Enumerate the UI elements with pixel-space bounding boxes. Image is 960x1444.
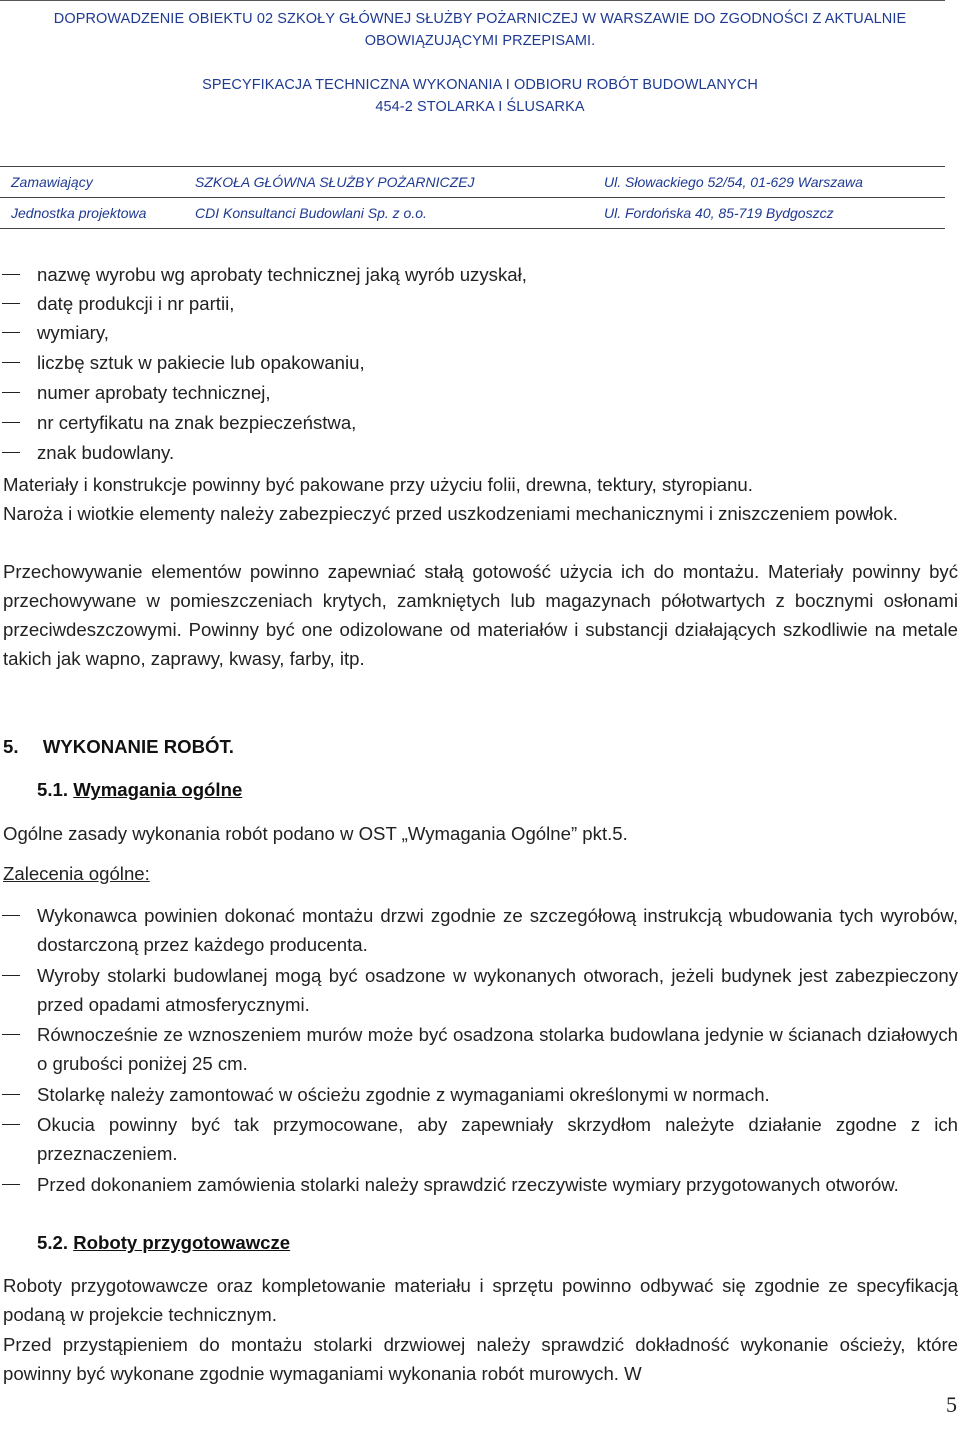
subsection-title: Wymagania ogólne	[73, 779, 243, 800]
dash-bullet	[2, 303, 20, 304]
dash-bullet	[2, 332, 20, 333]
section-title: WYKONANIE ROBÓT.	[42, 736, 234, 757]
info-table	[0, 166, 945, 229]
project-title-line-2: OBOWIĄZUJĄCYMI PRZEPISAMI.	[364, 33, 596, 49]
dash-bullet	[2, 915, 20, 916]
subsection-title: Roboty przygotowawcze	[73, 1232, 291, 1253]
dash-bullet	[2, 452, 20, 453]
info-label: Jednostka projektowa	[11, 205, 147, 221]
dash-bullet	[2, 975, 20, 976]
project-title-line-1: DOPROWADZENIE OBIEKTU 02 SZKOŁY GŁÓWNEJ SŁUŻBY POŻARNICZEJ W WARSZAWIE DO ZGODNOŚCI Z AKTUALNIE	[53, 11, 907, 27]
paragraph-storage: Przechowywanie elementów powinno zapewniać stałą gotowość użycia ich do montażu. Materiały powinny być przechowywane w pomieszczeniach krytych, zamkniętych lub magazynach półotwartych z bocznymi osłonami przeciwdeszczowymi. Powinny być one odizolowane od materiałów i substancji działających szkodliwie na metale takich jak wapno, zaprawy, kwasy, farby, itp.	[3, 561, 958, 669]
subsection-number: 5.1.	[37, 779, 69, 800]
subsection-heading	[37, 1228, 290, 1257]
paragraph-frame-check: Przed przystąpieniem do montażu stolarki drzwiowej należy sprawdzić dokładność wykonanie ościeży, które powinny być wykonane zgodnie wymaganiami wykonania robót murowych. W	[3, 1334, 958, 1384]
project-title	[0, 8, 960, 52]
info-name: CDI Konsultanci Budowlani Sp. z o.o.	[195, 205, 427, 221]
dash-bullet	[2, 1094, 20, 1095]
page-number: 5	[946, 1392, 957, 1417]
spec-title	[0, 74, 960, 118]
info-address: Ul. Słowackiego 52/54, 01-629 Warszawa	[604, 174, 863, 190]
paragraph-general-rules: Ogólne zasady wykonania robót podano w OST „Wymagania Ogólne” pkt.5.	[3, 823, 628, 844]
dash-bullet	[2, 1124, 20, 1125]
info-address: Ul. Fordońska 40, 85-719 Bydgoszcz	[604, 205, 834, 221]
recommendations-title: Zalecenia ogólne:	[3, 863, 150, 884]
subsection-number: 5.2.	[37, 1232, 69, 1253]
info-label: Zamawiający	[11, 174, 93, 190]
document-page: DOPROWADZENIE OBIEKTU 02 SZKOŁY GŁÓWNEJ SŁUŻBY POŻARNICZEJ W WARSZAWIE DO ZGODNOŚCI Z AKTUALNIE OBOWIĄZUJĄCYMI PRZEPISAMI. SPECYFIKACJA TECHNICZNA WYKONANIA I ODBIORU ROBÓT BUDOWLANYCH 454-2 STOLARKA I ŚLUSARKA Zamawiający SZKOŁA GŁÓWNA SŁUŻBY POŻARNICZEJ Ul. Słowackiego 52/54, 01-629 Warszawa Jednostka projektowa CDI Konsultanci Budowlani Sp. z o.o. Ul. Fordońska 40, 85-719 Bydgoszcz nazwę wyrobu wg aprobaty technicznej jaką wyrób uzyskał, datę produkcji i nr partii, wymiary, liczbę sztuk w pakiecie lub opakowaniu, numer aprobaty technicznej, nr certyfikatu na znak bezpieczeństwa, znak budowlany. Materiały i konstrukcje powinny być pakowane przy użyciu folii, drewna, tektury, styropianu. Naroża i wiotkie elementy należy zabezpieczyć przed uszkodzeniami mechanicznymi i zniszczeniem powłok. Przechowywanie elementów powinno zapewniać stałą gotowość użycia ich do montażu. Materiały powinny być przechowywane w pomieszczeniach krytych, zamkniętych lub magazynach półotwartych z bocznymi osłonami przeciwdeszczowymi. Powinny być one odizolowane od materiałów i substancji działających szkodliwie na metale takich jak wapno, zaprawy, kwasy, farby, itp. 5. WYKONANIE ROBÓT. 5.1. Wymagania ogólne Ogólne zasady wykonania robót podano w OST „Wymagania Ogólne” pkt.5. Zalecenia ogólne: Wykonawca powinien dokonać montażu drzwi zgodnie ze szczegółową instrukcją wbudowania tych wyrobów, dostarczoną przez każdego producenta. Wyroby stolarki budowlanej mogą być osadzone w wykonanych otworach, jeżeli budynek jest zabezpieczony przed opadami atmosferycznymi. Równocześnie ze wznoszeniem murów może być osadzona stolarka budowlana jedynie w ścianach działowych o grubości poniżej 25 cm. Stolarkę należy zamontować w ościeżu zgodnie z wymaganiami określonymi w normach. Okucia powinny być tak przymocowane, aby zapewniały skrzydłom należyte działanie zgodne z ich przeznaczeniem. Przed dokonaniem zamówienia stolarki należy sprawdzić rzeczywiste wymiary przygotowanych otworów. 5.2. Roboty przygotowawcze Roboty przygotowawcze oraz kompletowanie materiału i sprzętu powinno odbywać się zgodnie ze specyfikacją podaną w projekcie technicznym. Przed przystąpieniem do montażu stolarki drzwiowej należy sprawdzić dokładność wykonanie ościeży, które powinny być wykonane zgodnie wymaganiami wykonania robót murowych. W 5	[0, 0, 960, 1444]
dash-bullet	[2, 392, 20, 393]
dash-bullet	[2, 1034, 20, 1035]
spec-title-line-2: 454-2 STOLARKA I ŚLUSARKA	[375, 99, 585, 115]
section-number: 5.	[3, 736, 19, 757]
info-row-client	[0, 166, 945, 197]
dash-bullet	[2, 1184, 20, 1185]
dash-bullet	[2, 274, 20, 275]
dash-bullet	[2, 422, 20, 423]
paragraph-preparation: Roboty przygotowawcze oraz kompletowanie materiału i sprzętu powinno odbywać się zgodnie ze specyfikacją podaną w projekcie technicznym.	[3, 1275, 958, 1325]
dash-bullet	[2, 362, 20, 363]
info-name: SZKOŁA GŁÓWNA SŁUŻBY POŻARNICZEJ	[195, 174, 475, 190]
subsection-heading	[37, 775, 242, 804]
info-row-designer	[0, 197, 945, 229]
section-heading	[3, 732, 234, 761]
top-rule	[0, 0, 945, 1]
paragraph-packaging: Materiały i konstrukcje powinny być pakowane przy użyciu folii, drewna, tektury, styropianu.	[3, 474, 753, 495]
spec-title-line-1: SPECYFIKACJA TECHNICZNA WYKONANIA I ODBIORU ROBÓT BUDOWLANYCH	[202, 77, 758, 93]
paragraph-protection: Naroża i wiotkie elementy należy zabezpieczyć przed uszkodzeniami mechanicznymi i zniszczeniem powłok.	[3, 503, 898, 524]
